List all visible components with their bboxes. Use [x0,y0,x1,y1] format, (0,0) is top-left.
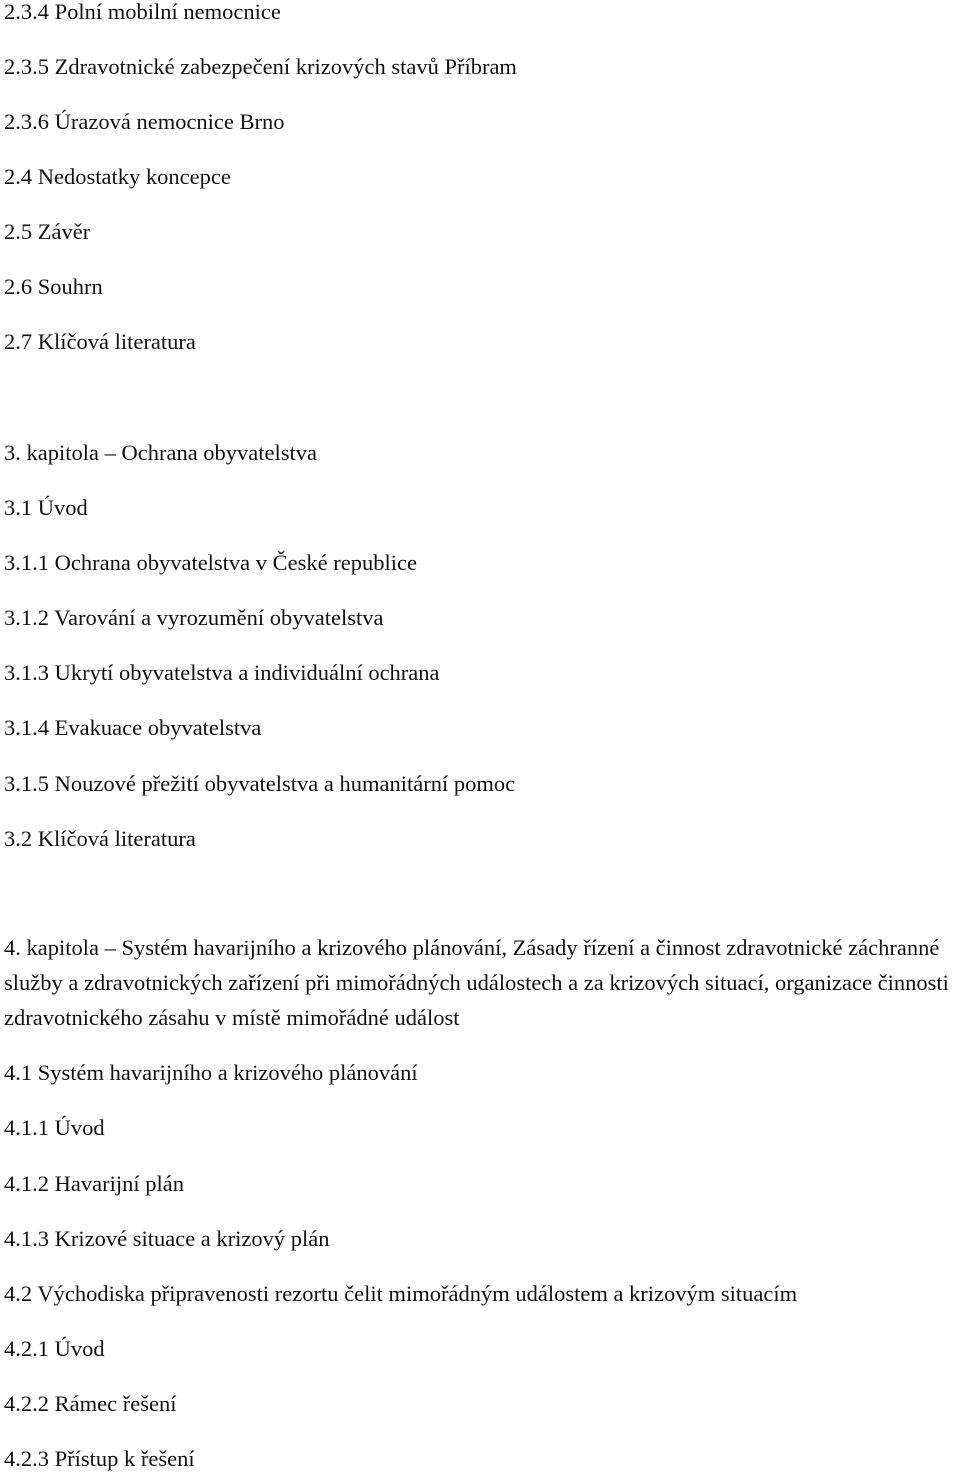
toc-entry-4-2-2: 4.2.2 Rámec řešení [4,1391,177,1416]
toc-entry-2-5: 2.5 Závěr [4,219,91,244]
toc-entry-4-1: 4.1 Systém havarijního a krizového plánování [4,1060,418,1085]
toc-entry-3-1-4: 3.1.4 Evakuace obyvatelstva [4,715,262,740]
chapter-3-heading: 3. kapitola – Ochrana obyvatelstva [4,440,318,465]
toc-entry-4-1-1: 4.1.1 Úvod [4,1115,105,1140]
toc-entry-3-2: 3.2 Klíčová literatura [4,826,196,851]
toc-entry-2-3-6: 2.3.6 Úrazová nemocnice Brno [4,109,285,134]
toc-entry-4-2-3: 4.2.3 Přístup k řešení [4,1446,195,1471]
toc-entry-3-1-5: 3.1.5 Nouzové přežití obyvatelstva a humanitární pomoc [4,771,516,796]
toc-entry-3-1-3: 3.1.3 Ukrytí obyvatelstva a individuální ochrana [4,660,440,685]
toc-entry-2-3-4: 2.3.4 Polní mobilní nemocnice [4,0,281,24]
toc-entry-2-6: 2.6 Souhrn [4,274,103,299]
toc-entry-3-1-1: 3.1.1 Ochrana obyvatelstva v České republice [4,550,417,575]
toc-entry-4-2-1: 4.2.1 Úvod [4,1336,105,1361]
toc-entry-4-1-2: 4.1.2 Havarijní plán [4,1171,184,1196]
toc-entry-2-3-5: 2.3.5 Zdravotnické zabezpečení krizových stavů Příbram [4,54,517,79]
toc-entry-2-4: 2.4 Nedostatky koncepce [4,164,231,189]
chapter-4-heading: 4. kapitola – Systém havarijního a krizového plánování, Zásady řízení a činnost zdravotnické záchranné služby a zdravotnických zařízení při mimořádných událostech a za krizových situací, organizace činnosti zdravotnického zásahu v místě mimořádné událost [4,935,949,1030]
toc-entry-4-1-3: 4.1.3 Krizové situace a krizový plán [4,1226,330,1251]
toc-entry-3-1: 3.1 Úvod [4,495,88,520]
toc-entry-3-1-2: 3.1.2 Varování a vyrozumění obyvatelstva [4,605,384,630]
toc-entry-2-7: 2.7 Klíčová literatura [4,329,196,354]
toc-entry-4-2: 4.2 Východiska připravenosti rezortu čelit mimořádným událostem a krizovým situacím [4,1281,798,1306]
